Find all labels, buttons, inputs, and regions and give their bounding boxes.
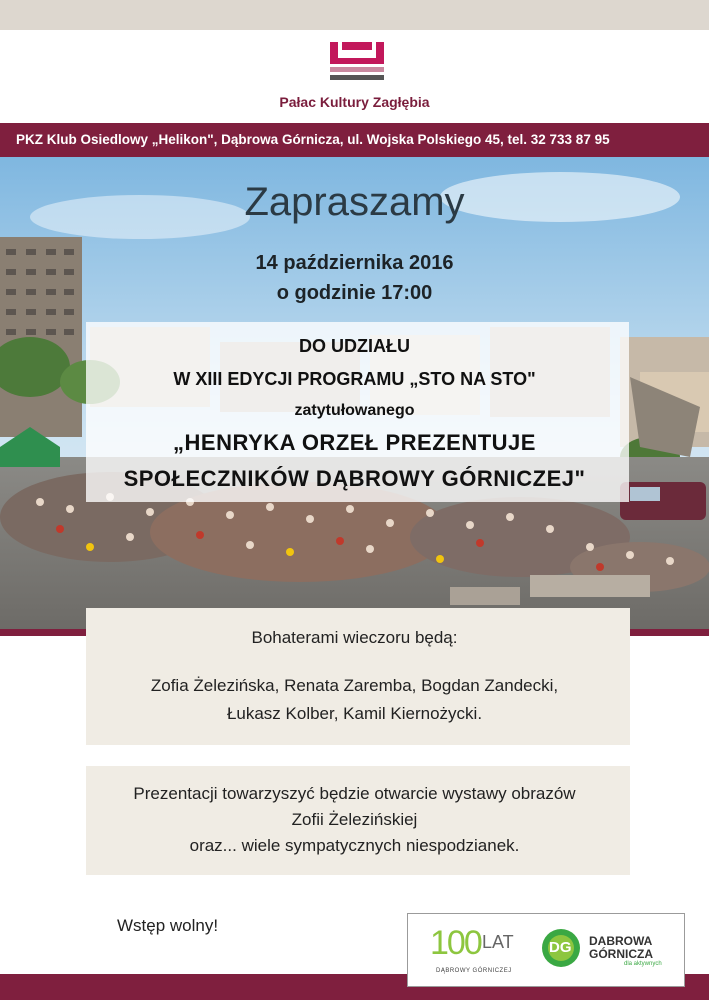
- free-entry-text: Wstęp wolny!: [117, 916, 219, 935]
- invite-heading: Zapraszamy: [244, 180, 465, 224]
- event-date: 14 października 2016: [255, 252, 454, 274]
- program-title-1: „HENRYKA ORZEŁ PREZENTUJE: [173, 430, 536, 455]
- dg-mark: DG: [549, 939, 572, 956]
- pkz-logo-icon: [330, 42, 384, 82]
- program-title-2: SPOŁECZNIKÓW DĄBROWY GÓRNICZEJ": [123, 466, 586, 491]
- top-band: [0, 0, 709, 30]
- logo-100-lat: LAT: [482, 932, 514, 952]
- logo-100-lat: [430, 924, 540, 979]
- logo-100-number: 100: [430, 924, 481, 962]
- heroes-names-1: Zofia Żelezińska, Renata Zaremba, Bogdan Zandecki,: [150, 676, 559, 695]
- dg-name-2: GÓRNICZA: [589, 947, 653, 961]
- event-time: o godzinie 17:00: [276, 282, 433, 304]
- program-line-3: zatytułowanego: [294, 402, 415, 419]
- exhibition-line-3: oraz... wiele sympatycznych niespodzianek.: [189, 836, 520, 855]
- address-bar: [0, 123, 709, 157]
- brand-name: Pałac Kultury Zagłębia: [279, 94, 430, 110]
- partner-logos: [407, 913, 685, 987]
- logo-100-sub: DĄBROWY GÓRNICZEJ: [436, 968, 512, 974]
- dg-name-1: DABROWA: [589, 934, 653, 948]
- heroes-title: Bohaterami wieczoru będą:: [251, 628, 458, 647]
- program-line-1: DO UDZIAŁU: [299, 336, 410, 356]
- exhibition-line-1: Prezentacji towarzyszyć będzie otwarcie wystawy obrazów: [133, 784, 576, 803]
- address-text: PKZ Klub Osiedlowy „Helikon", Dąbrowa Górnicza, ul. Wojska Polskiego 45, tel. 32 733 87 95: [16, 132, 610, 147]
- dg-tagline: dla aktywnych: [624, 961, 662, 967]
- program-line-2: W XIII EDYCJI PROGRAMU „STO NA STO": [173, 369, 536, 389]
- heroes-names-2: Łukasz Kolber, Kamil Kiernożycki.: [226, 704, 483, 723]
- exhibition-line-2: Zofii Żelezińskiej: [291, 810, 418, 829]
